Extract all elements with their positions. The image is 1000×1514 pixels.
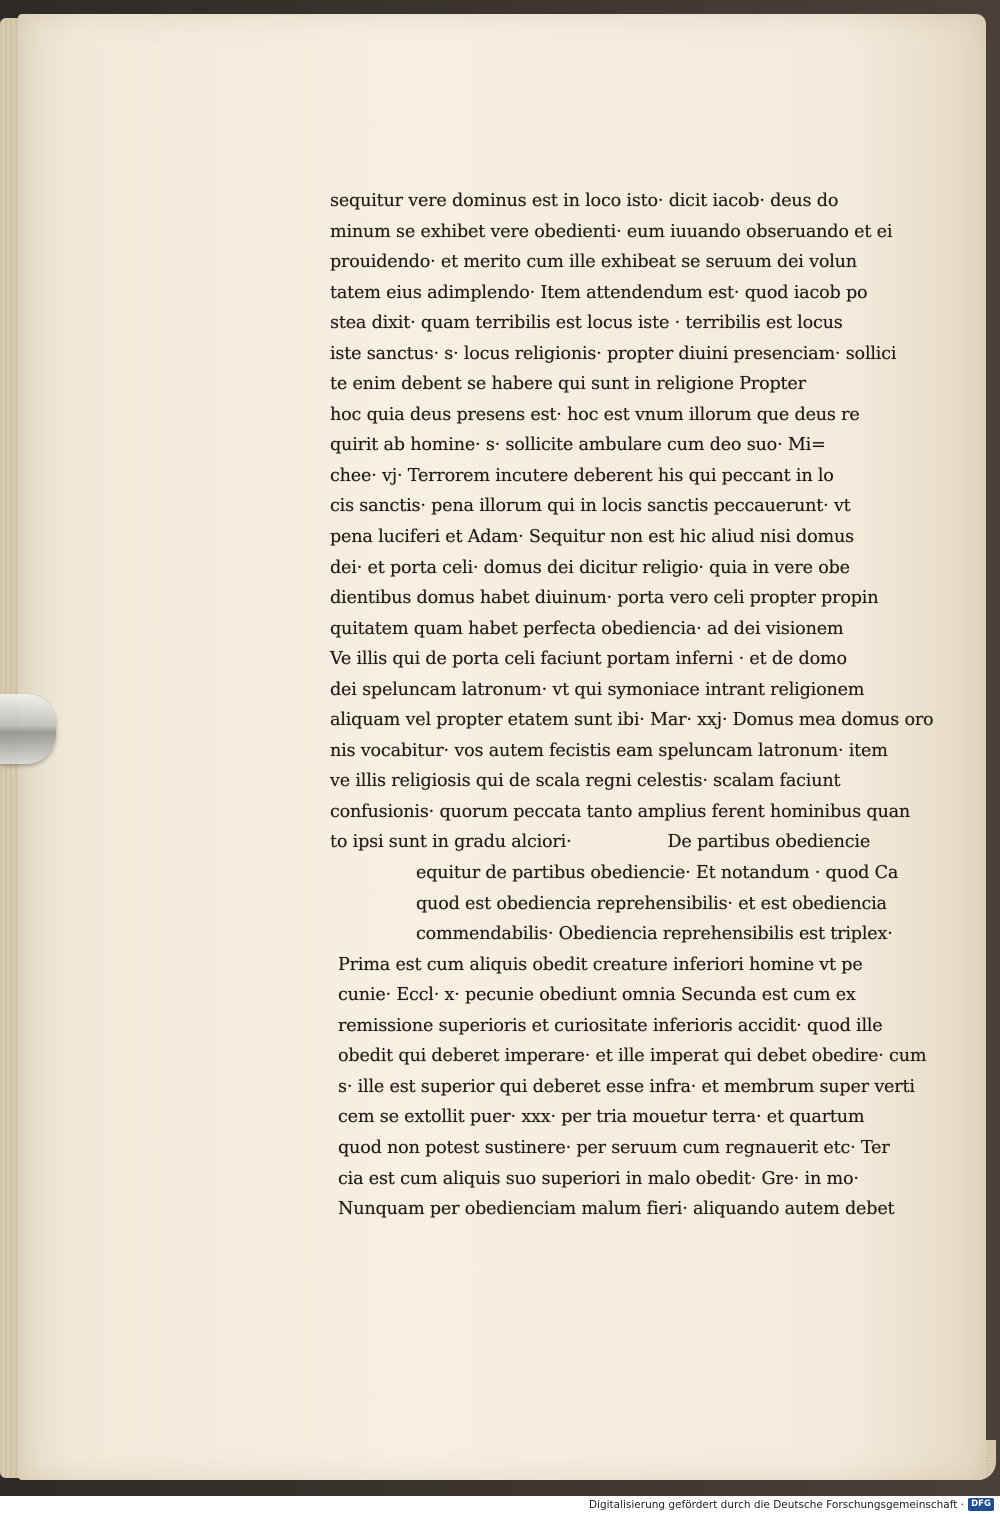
text-line: to ipsi sunt in gradu alciori· — [330, 832, 572, 853]
text-line: sequitur vere dominus est in loco isto· dicit iacob· deus do — [330, 191, 839, 211]
text-line: aliquam vel propter etatem sunt ibi· Mar· xxj· Domus mea domus oro — [330, 710, 934, 731]
text-line: cis sanctis· pena illorum qui in locis sanctis peccauerunt· vt — [330, 496, 851, 517]
section-heading: De partibus obediencie — [667, 832, 871, 853]
text-line-with-heading — [330, 827, 940, 858]
footer-credit: Digitalisierung gefördert durch die Deutsche Forschungsgemeinschaft · — [588, 1499, 964, 1511]
section-line: quod est obediencia reprehensibilis· et est obediencia — [416, 893, 887, 914]
text-line: chee· vj· Terrorem incutere deberent his qui peccant in lo — [330, 465, 834, 486]
dfg-logo: DFG — [968, 1498, 994, 1511]
text-line: prouidendo· et merito cum ille exhibeat se seruum dei volun — [330, 252, 857, 273]
page-clip-holder — [0, 694, 56, 764]
text-line: quod non potest sustinere· per seruum cum regnauerit etc· Ter — [338, 1137, 890, 1158]
text-line: quirit ab homine· s· sollicite ambulare cum deo suo· Mi= — [330, 435, 826, 456]
text-line: obedit qui deberet imperare· et ille imperat qui debet obedire· cum — [338, 1046, 927, 1067]
text-line: nis vocabitur· vos autem fecistis eam speluncam latronum· item — [330, 740, 888, 761]
text-line: Nunquam per obedienciam malum fieri· aliquando autem debet — [338, 1199, 895, 1220]
text-line: ve illis religiosis qui de scala regni celestis· scalam faciunt — [330, 771, 841, 792]
text-line: confusionis· quorum peccata tanto amplius ferent hominibus quan — [330, 801, 911, 822]
text-line: stea dixit· quam terribilis est locus iste · terribilis est locus — [330, 313, 843, 334]
text-line: hoc quia deus presens est· hoc est vnum illorum que deus re — [330, 404, 860, 425]
text-line: Ve illis qui de porta celi faciunt portam inferni · et de domo — [330, 649, 847, 670]
section-line: commendabilis· Obediencia reprehensibilis est triplex· — [416, 924, 893, 945]
text-line: Prima est cum aliquis obedit creature inferiori homine vt pe — [338, 954, 863, 975]
digitization-footer — [0, 1496, 1000, 1514]
text-line: dei speluncam latronum· vt qui symoniace intrant religionem — [330, 679, 865, 700]
text-line: cia est cum aliquis suo superiori in malo obedit· Gre· in mo· — [338, 1168, 859, 1189]
section-line: equitur de partibus obediencie· Et notandum · quod Ca — [416, 863, 899, 884]
text-line: quitatem quam habet perfecta obediencia· ad dei visionem — [330, 618, 844, 639]
text-line: iste sanctus· s· locus religionis· propter diuini presenciam· sollici — [330, 343, 897, 364]
text-line: cem se extollit puer· xxx· per tria mouetur terra· et quartum — [338, 1107, 865, 1128]
text-line: s· ille est superior qui deberet esse infra· et membrum super verti — [338, 1076, 915, 1097]
text-line: minum se exhibet vere obedienti· eum iuuando obseruando et ei — [330, 221, 893, 242]
text-line: dei· et porta celi· domus dei dicitur religio· quia in vere obe — [330, 557, 850, 578]
text-line: tatem eius adimplendo· Item attendendum est· quod iacob po — [330, 282, 868, 303]
text-line: cunie· Eccl· x· pecunie obediunt omnia Secunda est cum ex — [338, 985, 856, 1006]
text-line: remissione superioris et curiositate inferioris accidit· quod ille — [338, 1015, 883, 1036]
text-line: dientibus domus habet diuinum· porta vero celi propter propin — [330, 588, 879, 609]
text-line: te enim debent se habere qui sunt in religione Propter — [330, 374, 806, 395]
text-line: pena luciferi et Adam· Sequitur non est hic aliud nisi domus — [330, 527, 854, 548]
printed-text-block — [330, 186, 940, 1225]
